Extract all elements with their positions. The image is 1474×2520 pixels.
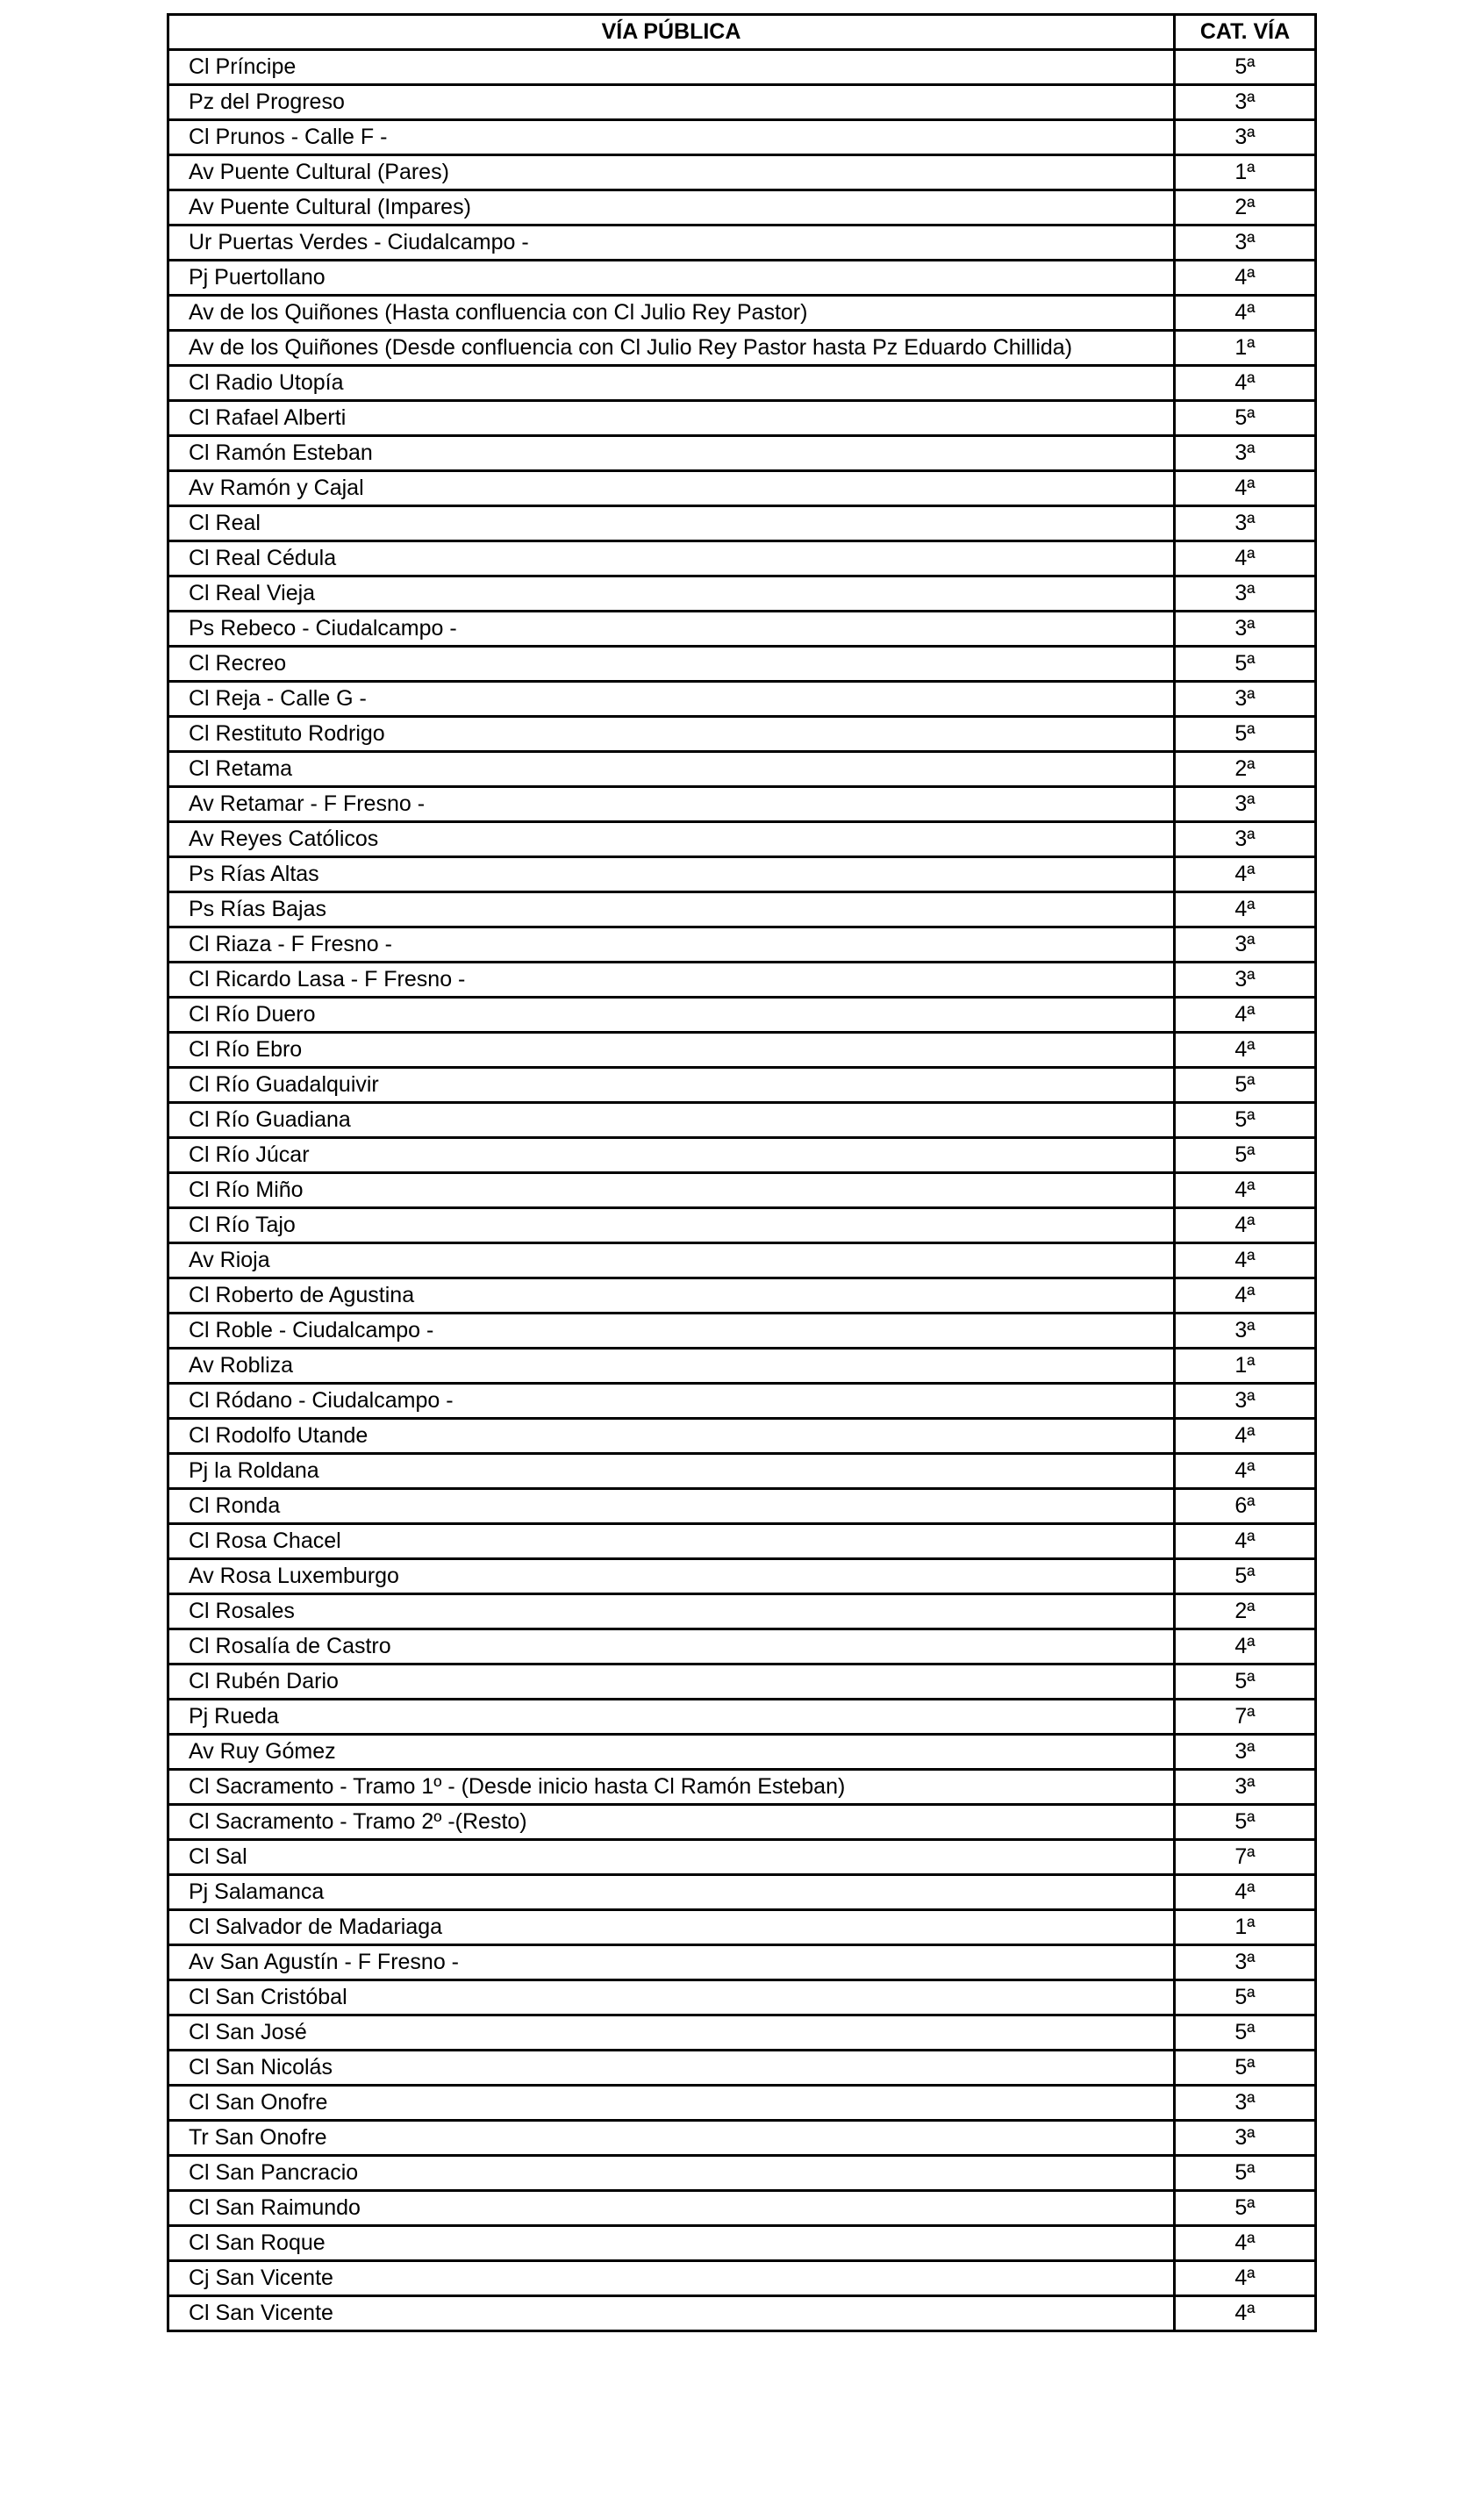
- table-row: [168, 2156, 1316, 2191]
- cat-via-cell: 4ª: [1175, 541, 1316, 576]
- table-row: [168, 85, 1316, 120]
- table-row: [168, 190, 1316, 226]
- cat-via-cell: 3ª: [1175, 1314, 1316, 1349]
- table-row: [168, 2121, 1316, 2156]
- via-publica-cell: Cl Recreo: [168, 647, 1175, 682]
- table-row: [168, 717, 1316, 752]
- via-publica-cell: Pj Rueda: [168, 1700, 1175, 1735]
- via-publica-cell: Cl Sacramento - Tramo 2º -(Resto): [168, 1805, 1175, 1840]
- table-header-row: [168, 15, 1316, 50]
- cat-via-cell: 3ª: [1175, 1735, 1316, 1770]
- table-row: [168, 1840, 1316, 1875]
- cat-via-cell: 2ª: [1175, 752, 1316, 787]
- table-row: [168, 506, 1316, 541]
- table-row: [168, 1664, 1316, 1700]
- table-row: [168, 1349, 1316, 1384]
- cat-via-cell: 5ª: [1175, 2051, 1316, 2086]
- cat-via-cell: 4ª: [1175, 2261, 1316, 2296]
- cat-via-cell: 5ª: [1175, 1559, 1316, 1594]
- via-publica-cell: Cl San Onofre: [168, 2086, 1175, 2121]
- table-row: [168, 2015, 1316, 2051]
- cat-via-cell: 7ª: [1175, 1700, 1316, 1735]
- cat-via-cell: 4ª: [1175, 857, 1316, 892]
- cat-via-cell: 4ª: [1175, 1875, 1316, 1910]
- cat-via-cell: 4ª: [1175, 1173, 1316, 1208]
- table-row: [168, 401, 1316, 436]
- via-publica-cell: Cl Real Cédula: [168, 541, 1175, 576]
- table-row: [168, 366, 1316, 401]
- via-publica-cell: Av Puente Cultural (Pares): [168, 155, 1175, 190]
- header-cat-via: CAT. VÍA: [1175, 15, 1316, 50]
- via-publica-cell: Cl Radio Utopía: [168, 366, 1175, 401]
- via-publica-cell: Av Ramón y Cajal: [168, 471, 1175, 506]
- via-publica-cell: Ps Rías Bajas: [168, 892, 1175, 927]
- table-row: [168, 963, 1316, 998]
- table-row: [168, 752, 1316, 787]
- via-publica-cell: Cl Río Guadalquivir: [168, 1068, 1175, 1103]
- cat-via-cell: 3ª: [1175, 2121, 1316, 2156]
- cat-via-cell: 3ª: [1175, 1770, 1316, 1805]
- via-publica-cell: Cl Ronda: [168, 1489, 1175, 1524]
- via-publica-cell: Cl Rosa Chacel: [168, 1524, 1175, 1559]
- cat-via-cell: 4ª: [1175, 1243, 1316, 1278]
- via-publica-cell: Cl San Vicente: [168, 2296, 1175, 2331]
- cat-via-cell: 5ª: [1175, 1103, 1316, 1138]
- table-row: [168, 1629, 1316, 1664]
- cat-via-cell: 3ª: [1175, 682, 1316, 717]
- table-row: [168, 1489, 1316, 1524]
- via-publica-cell: Ur Puertas Verdes - Ciudalcampo -: [168, 226, 1175, 261]
- table-row: [168, 1594, 1316, 1629]
- via-publica-cell: Cl Retama: [168, 752, 1175, 787]
- via-publica-cell: Pj Salamanca: [168, 1875, 1175, 1910]
- cat-via-cell: 6ª: [1175, 1489, 1316, 1524]
- table-row: [168, 1770, 1316, 1805]
- cat-via-cell: 5ª: [1175, 717, 1316, 752]
- table-row: [168, 998, 1316, 1033]
- table-row: [168, 1033, 1316, 1068]
- table-row: [168, 1700, 1316, 1735]
- via-publica-cell: Cl Reja - Calle G -: [168, 682, 1175, 717]
- via-publica-cell: Cl Roberto de Agustina: [168, 1278, 1175, 1314]
- cat-via-cell: 3ª: [1175, 822, 1316, 857]
- table-row: [168, 1173, 1316, 1208]
- table-row: [168, 2051, 1316, 2086]
- cat-via-cell: 4ª: [1175, 1033, 1316, 1068]
- via-publica-cell: Cl Río Ebro: [168, 1033, 1175, 1068]
- via-publica-cell: Av Reyes Católicos: [168, 822, 1175, 857]
- table-row: [168, 2261, 1316, 2296]
- table-row: [168, 1559, 1316, 1594]
- table-row: [168, 927, 1316, 963]
- via-publica-cell: Ps Rías Altas: [168, 857, 1175, 892]
- table-row: [168, 436, 1316, 471]
- via-publica-cell: Cl Rafael Alberti: [168, 401, 1175, 436]
- cat-via-cell: 4ª: [1175, 892, 1316, 927]
- via-publica-cell: Cl Sacramento - Tramo 1º - (Desde inicio hasta Cl Ramón Esteban): [168, 1770, 1175, 1805]
- via-publica-cell: Cl Rosales: [168, 1594, 1175, 1629]
- table-row: [168, 1208, 1316, 1243]
- cat-via-cell: 5ª: [1175, 1805, 1316, 1840]
- via-publica-cell: Cl Sal: [168, 1840, 1175, 1875]
- table-row: [168, 1138, 1316, 1173]
- via-publica-cell: Ps Rebeco - Ciudalcampo -: [168, 612, 1175, 647]
- cat-via-cell: 3ª: [1175, 612, 1316, 647]
- cat-via-cell: 1ª: [1175, 1910, 1316, 1945]
- table-row: [168, 1945, 1316, 1980]
- cat-via-cell: 3ª: [1175, 436, 1316, 471]
- table-row: [168, 1735, 1316, 1770]
- table-row: [168, 576, 1316, 612]
- via-publica-cell: Cl Príncipe: [168, 50, 1175, 85]
- table-row: [168, 261, 1316, 296]
- via-publica-cell: Cl Río Guadiana: [168, 1103, 1175, 1138]
- via-publica-cell: Cl Restituto Rodrigo: [168, 717, 1175, 752]
- via-publica-cell: Tr San Onofre: [168, 2121, 1175, 2156]
- cat-via-cell: 5ª: [1175, 2191, 1316, 2226]
- table-row: [168, 1454, 1316, 1489]
- via-publica-cell: Cl Riaza - F Fresno -: [168, 927, 1175, 963]
- table-row: [168, 2086, 1316, 2121]
- cat-via-cell: 4ª: [1175, 1454, 1316, 1489]
- street-category-table: [167, 13, 1317, 2332]
- via-publica-cell: Cl Ricardo Lasa - F Fresno -: [168, 963, 1175, 998]
- table-row: [168, 1243, 1316, 1278]
- table-row: [168, 1384, 1316, 1419]
- via-publica-cell: Cl San Roque: [168, 2226, 1175, 2261]
- cat-via-cell: 3ª: [1175, 120, 1316, 155]
- table-row: [168, 1875, 1316, 1910]
- cat-via-cell: 4ª: [1175, 1419, 1316, 1454]
- table-row: [168, 120, 1316, 155]
- via-publica-cell: Pj la Roldana: [168, 1454, 1175, 1489]
- via-publica-cell: Cl Río Tajo: [168, 1208, 1175, 1243]
- cat-via-cell: 3ª: [1175, 963, 1316, 998]
- table-row: [168, 612, 1316, 647]
- via-publica-cell: Cl Río Miño: [168, 1173, 1175, 1208]
- table-row: [168, 1314, 1316, 1349]
- cat-via-cell: 3ª: [1175, 787, 1316, 822]
- cat-via-cell: 5ª: [1175, 50, 1316, 85]
- cat-via-cell: 3ª: [1175, 576, 1316, 612]
- cat-via-cell: 5ª: [1175, 1664, 1316, 1700]
- via-publica-cell: Av San Agustín - F Fresno -: [168, 1945, 1175, 1980]
- cat-via-cell: 4ª: [1175, 261, 1316, 296]
- table-row: [168, 226, 1316, 261]
- cat-via-cell: 4ª: [1175, 471, 1316, 506]
- via-publica-cell: Cl Ramón Esteban: [168, 436, 1175, 471]
- cat-via-cell: 3ª: [1175, 85, 1316, 120]
- cat-via-cell: 4ª: [1175, 1278, 1316, 1314]
- cat-via-cell: 3ª: [1175, 506, 1316, 541]
- cat-via-cell: 1ª: [1175, 331, 1316, 366]
- cat-via-cell: 4ª: [1175, 1208, 1316, 1243]
- via-publica-cell: Cl San Cristóbal: [168, 1980, 1175, 2015]
- via-publica-cell: Cl Rubén Dario: [168, 1664, 1175, 1700]
- via-publica-cell: Av Puente Cultural (Impares): [168, 190, 1175, 226]
- table-row: [168, 1419, 1316, 1454]
- table-row: [168, 1068, 1316, 1103]
- table-row: [168, 1980, 1316, 2015]
- cat-via-cell: 3ª: [1175, 226, 1316, 261]
- table-row: [168, 331, 1316, 366]
- cat-via-cell: 5ª: [1175, 647, 1316, 682]
- table-row: [168, 857, 1316, 892]
- table-row: [168, 2226, 1316, 2261]
- via-publica-cell: Cl Salvador de Madariaga: [168, 1910, 1175, 1945]
- table-row: [168, 296, 1316, 331]
- via-publica-cell: Cl San José: [168, 2015, 1175, 2051]
- table-row: [168, 541, 1316, 576]
- via-publica-cell: Av Retamar - F Fresno -: [168, 787, 1175, 822]
- cat-via-cell: 2ª: [1175, 190, 1316, 226]
- via-publica-cell: Cl San Raimundo: [168, 2191, 1175, 2226]
- cat-via-cell: 3ª: [1175, 1945, 1316, 1980]
- via-publica-cell: Cl San Pancracio: [168, 2156, 1175, 2191]
- via-publica-cell: Cl Río Duero: [168, 998, 1175, 1033]
- table-row: [168, 892, 1316, 927]
- table-row: [168, 787, 1316, 822]
- cat-via-cell: 1ª: [1175, 155, 1316, 190]
- table-row: [168, 50, 1316, 85]
- via-publica-cell: Cl Roble - Ciudalcampo -: [168, 1314, 1175, 1349]
- table-row: [168, 682, 1316, 717]
- table-row: [168, 1805, 1316, 1840]
- via-publica-cell: Av Rioja: [168, 1243, 1175, 1278]
- via-publica-cell: Pj Puertollano: [168, 261, 1175, 296]
- cat-via-cell: 5ª: [1175, 1980, 1316, 2015]
- cat-via-cell: 5ª: [1175, 1138, 1316, 1173]
- table-row: [168, 471, 1316, 506]
- cat-via-cell: 3ª: [1175, 2086, 1316, 2121]
- cat-via-cell: 5ª: [1175, 1068, 1316, 1103]
- cat-via-cell: 3ª: [1175, 927, 1316, 963]
- table-row: [168, 155, 1316, 190]
- via-publica-cell: Av de los Quiñones (Desde confluencia con Cl Julio Rey Pastor hasta Pz Eduardo Chillida): [168, 331, 1175, 366]
- table-row: [168, 647, 1316, 682]
- cat-via-cell: 5ª: [1175, 401, 1316, 436]
- table-row: [168, 1524, 1316, 1559]
- cat-via-cell: 5ª: [1175, 2015, 1316, 2051]
- cat-via-cell: 4ª: [1175, 998, 1316, 1033]
- cat-via-cell: 4ª: [1175, 2296, 1316, 2331]
- cat-via-cell: 3ª: [1175, 1384, 1316, 1419]
- table-row: [168, 1910, 1316, 1945]
- cat-via-cell: 2ª: [1175, 1594, 1316, 1629]
- via-publica-cell: Pz del Progreso: [168, 85, 1175, 120]
- cat-via-cell: 4ª: [1175, 1524, 1316, 1559]
- via-publica-cell: Cl Rosalía de Castro: [168, 1629, 1175, 1664]
- table-row: [168, 2296, 1316, 2331]
- via-publica-cell: Cl Río Júcar: [168, 1138, 1175, 1173]
- via-publica-cell: Cl Prunos - Calle F -: [168, 120, 1175, 155]
- via-publica-cell: Cj San Vicente: [168, 2261, 1175, 2296]
- via-publica-cell: Cl Ródano - Ciudalcampo -: [168, 1384, 1175, 1419]
- cat-via-cell: 4ª: [1175, 1629, 1316, 1664]
- cat-via-cell: 7ª: [1175, 1840, 1316, 1875]
- via-publica-cell: Av Ruy Gómez: [168, 1735, 1175, 1770]
- via-publica-cell: Cl Rodolfo Utande: [168, 1419, 1175, 1454]
- cat-via-cell: 5ª: [1175, 2156, 1316, 2191]
- table-row: [168, 2191, 1316, 2226]
- cat-via-cell: 4ª: [1175, 366, 1316, 401]
- via-publica-cell: Av Rosa Luxemburgo: [168, 1559, 1175, 1594]
- via-publica-cell: Cl Real Vieja: [168, 576, 1175, 612]
- via-publica-cell: Cl San Nicolás: [168, 2051, 1175, 2086]
- via-publica-cell: Cl Real: [168, 506, 1175, 541]
- header-via-publica: VÍA PÚBLICA: [168, 15, 1175, 50]
- via-publica-cell: Av de los Quiñones (Hasta confluencia con Cl Julio Rey Pastor): [168, 296, 1175, 331]
- via-publica-cell: Av Robliza: [168, 1349, 1175, 1384]
- table-row: [168, 1103, 1316, 1138]
- cat-via-cell: 4ª: [1175, 296, 1316, 331]
- table-row: [168, 822, 1316, 857]
- cat-via-cell: 1ª: [1175, 1349, 1316, 1384]
- cat-via-cell: 4ª: [1175, 2226, 1316, 2261]
- table-row: [168, 1278, 1316, 1314]
